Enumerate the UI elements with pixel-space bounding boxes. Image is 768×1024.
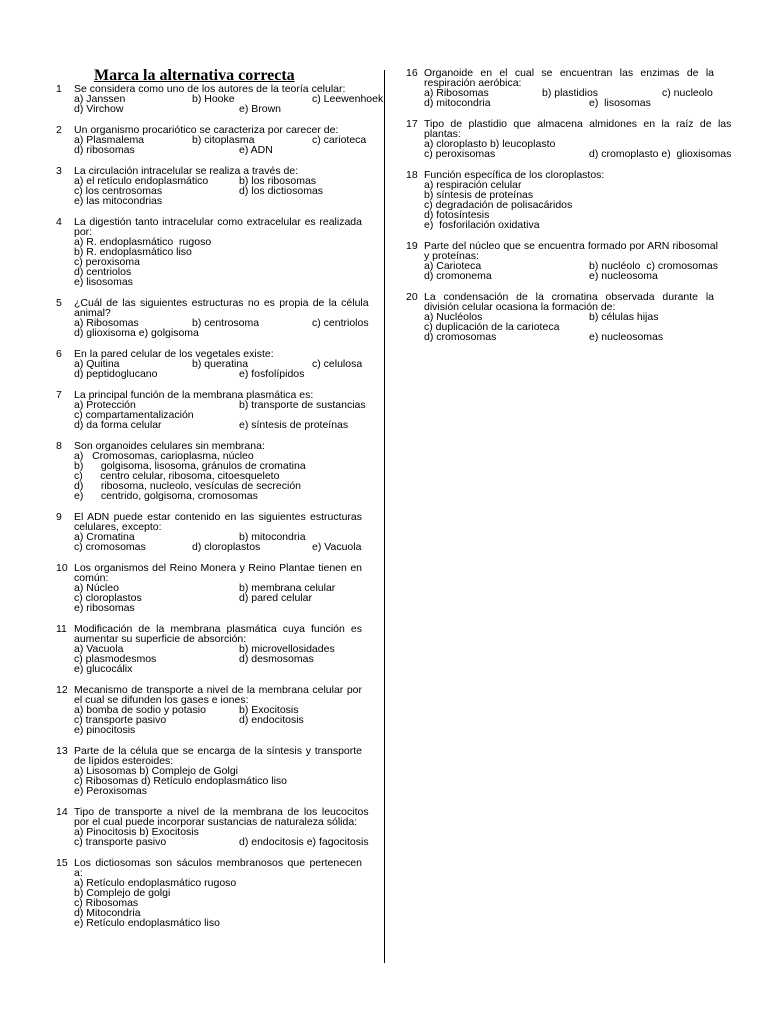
answer-option: b) microvellosidades [239,643,335,655]
answer-option: b) membrana celular [239,582,336,594]
answer-option: e) fosfolípidos [239,368,305,380]
question-number: 15 [56,857,68,869]
question-14 [56,806,369,848]
question-body [74,441,362,501]
option-row [424,98,714,108]
question-stem: Se considera como uno de los autores de la teoría celular: [74,83,346,95]
answer-option: b) células hijas [589,311,659,323]
answer-option: c) celulosa [312,358,363,370]
question-number: 14 [56,806,68,818]
answer-option: e) Peroxisomas [74,785,147,797]
question-number: 13 [56,745,68,757]
answer-option: a) Lisosomas b) Complejo de Golgi [74,765,238,777]
option-row [74,420,366,430]
answer-option: a) Nucléolos [424,311,483,323]
answer-option: a) bomba de sodio y potasio [74,704,206,716]
answer-option: d) endocitosis e) fagocitosis [239,836,369,848]
answer-option: c) transporte pasivo [74,836,167,848]
question-body [74,807,369,847]
question-stem: Modificación de la membrana plasmática cuya función es aumentar su superficie de absorción: [74,623,362,645]
question-body [424,170,714,230]
question-number: 18 [406,169,418,181]
answer-option: d) ribosomas [74,144,135,156]
answer-option: b) golgisoma, lisosoma, gránulos de cromatina [74,460,306,472]
question-body [74,746,362,796]
answer-option: c) cloroplastos [74,592,142,604]
answer-option: d) fotosíntesis [424,209,490,221]
question-body [74,563,362,613]
answer-option: a) Janssen [74,93,126,105]
question-6 [56,349,362,379]
answer-option: e) Brown [239,103,282,115]
answer-option: c) transporte pasivo [74,714,167,726]
option-row [74,104,383,114]
question-body [424,241,718,281]
option-row [74,542,362,552]
answer-option: c) degradación de polisacáridos [424,199,573,211]
answer-option: d) glioxisoma e) golgisoma [74,327,199,339]
answer-option: a) Cromosomas, carioplasma, núcleo [74,450,254,462]
answer-option: b) síntesis de proteínas [424,189,534,201]
question-3 [56,166,362,206]
answer-option: d) endocitosis [239,714,304,726]
answer-option: a) Carioteca [424,260,482,272]
option-row [74,786,362,796]
question-number: 7 [56,389,62,401]
option-row [74,196,362,206]
question-stem: Son organoides celulares sin membrana: [74,440,265,452]
answer-option: c) nucleolo [662,87,713,99]
left-column [56,67,384,939]
question-10 [56,563,362,613]
answer-option: b) Complejo de golgi [74,887,171,899]
answer-option: d) Virchow [74,103,124,115]
answer-option: d) desmosomas [239,653,314,665]
question-stem: Función específica de los cloroplastos: [424,169,605,181]
question-19 [406,240,718,282]
question-stem: El ADN puede estar contenido en las siguientes estructuras celulares, excepto: [74,511,362,533]
option-row [74,918,362,928]
answer-option: c) duplicación de la carioteca [424,321,560,333]
answer-option: d) cromosomas [424,331,497,343]
option-row [74,491,362,501]
question-18 [406,170,714,230]
question-stem: Un organismo procariótico se caracteriza por carecer de: [74,124,339,136]
question-17 [406,118,732,160]
option-row [74,277,362,287]
question-number: 5 [56,297,62,309]
answer-option: b) Exocitosis [239,704,299,716]
question-12 [56,685,362,735]
option-row [74,328,369,338]
answer-option: d) da forma celular [74,419,162,431]
answer-option: b) citoplasma [192,134,255,146]
question-number: 11 [56,623,67,635]
page-title: Marca la alternativa correcta [94,67,295,84]
answer-option: c) compartamentalización [74,409,194,421]
question-number: 3 [56,165,62,177]
answer-option: e) centrido, golgisoma, cromosomas [74,490,258,502]
answer-option: a) Núcleo [74,582,119,594]
question-number: 6 [56,348,62,360]
question-stem: La circulación intracelular se realiza a través de: [74,165,299,177]
answer-option: c) centro celular, ribosoma, citoesqueleto [74,470,280,482]
answer-option: d) peptidoglucano [74,368,158,380]
answer-option: e) ADN [239,144,273,156]
column-divider [384,70,385,963]
question-stem: Los dictiosomas son sáculos membranosos que pertenecen a: [74,857,362,879]
question-stem: Tipo de plastidio que almacena almidones en la raíz de las plantas: [424,118,732,140]
answer-option: d) cromonema [424,270,492,282]
answer-option: c) Ribosomas d) Retículo endoplasmático liso [74,775,288,787]
answer-option: c) peroxisoma [74,256,140,268]
answer-option: a) Ribosomas [424,87,489,99]
answer-option: b) plastidios [542,87,599,99]
option-row [74,603,362,613]
answer-option: c) plasmodesmos [74,653,157,665]
answer-option: d) centriolos [74,266,132,278]
answer-option: a) Quitina [74,358,120,370]
answer-option: a) Vacuola [74,643,124,655]
answer-option: b) mitocondria [239,531,306,543]
answer-option: d) ribosoma, nucleolo, vesículas de secreción [74,480,302,492]
question-number: 2 [56,124,62,136]
question-stem: Tipo de transporte a nivel de la membrana de los leucocitos por el cual puede incorporar sustancias de naturaleza sólida: [74,806,369,828]
question-number: 16 [406,67,418,79]
question-body [424,292,714,342]
answer-option: c) centriolos [312,317,369,329]
answer-option: b) Hooke [192,93,235,105]
option-row [424,149,731,159]
answer-option: a) Retículo endoplasmático rugoso [74,877,237,889]
question-stem: La digestión tanto intracelular como extracelular es realizada por: [74,216,362,238]
answer-option: b) transporte de sustancias [239,399,366,411]
answer-option: c) Leewenhoek [312,93,384,105]
option-row [74,145,366,155]
question-4 [56,217,362,287]
question-2 [56,124,367,156]
answer-option: d) los dictiosomas [239,185,324,197]
answer-option: a) Cromatina [74,531,135,543]
question-number: 10 [56,562,68,574]
answer-option: a) Plasmalema [74,134,145,146]
answer-option: e) lisosomas [589,97,651,109]
answer-option: a) Pinocitosis b) Exocitosis [74,826,199,838]
answer-option: a) Ribosomas [74,317,139,329]
answer-option: d) pared celular [239,592,312,604]
question-stem: La principal función de la membrana plasmática es: [74,389,314,401]
answer-option: b) nucléolo c) cromosomas [589,260,718,272]
answer-option: e) glucocálix [74,663,133,675]
answer-option: b) queratina [192,358,249,370]
question-15 [56,858,362,928]
question-20 [406,292,714,342]
option-row [424,220,714,230]
question-body [424,68,714,108]
answer-option: d) mitocondria [424,97,491,109]
answer-option: c) cromosomas [74,541,146,553]
question-1 [56,83,384,115]
question-number: 12 [56,684,68,696]
question-13 [56,746,362,796]
answer-option: a) R. endoplasmático rugoso [74,236,212,248]
question-16 [406,68,714,108]
question-number: 4 [56,216,62,228]
question-stem: ¿Cuál de las siguientes estructuras no es propia de la célula animal? [74,297,369,319]
right-column [406,67,732,353]
question-number: 1 [56,83,62,95]
question-number: 8 [56,440,62,452]
answer-option: e) ribosomas [74,602,135,614]
question-body [74,166,362,206]
question-stem: En la pared celular de los vegetales existe: [74,348,274,360]
question-number: 17 [406,118,418,130]
option-row [424,271,718,281]
answer-option: e) síntesis de proteínas [239,419,349,431]
answer-option: c) carioteca [312,134,367,146]
question-body [74,685,362,735]
answer-option: b) R. endoplasmático liso [74,246,192,258]
answer-option: a) respiración celular [424,179,522,191]
answer-option: e) Retículo endoplasmático liso [74,917,220,929]
answer-option: a) Protección [74,399,136,411]
question-stem: Los organismos del Reino Monera y Reino Plantae tienen en común: [74,562,362,584]
option-row [424,332,714,342]
question-number: 20 [406,291,418,303]
answer-option: d) cromoplasto e) glioxisomas [589,148,732,160]
question-5 [56,297,369,339]
answer-option: e) nucleosomas [589,331,664,343]
answer-option: e) fosforilación oxidativa [424,219,540,231]
answer-option: b) los ribosomas [239,175,317,187]
question-body [74,217,362,287]
option-row [74,725,362,735]
question-list-left [56,83,384,929]
question-body [74,125,366,155]
answer-option: b) centrosoma [192,317,260,329]
answer-option: c) Ribosomas [74,897,139,909]
question-list-right [406,67,732,343]
question-8 [56,441,362,501]
answer-option: e) pinocitosis [74,724,136,736]
question-stem: La condensación de la cromatina observada durante la división celular ocasiona la formación de: [424,291,714,313]
answer-option: d) Mitocondria [74,907,141,919]
answer-option: e) las mitocondrias [74,195,163,207]
question-stem: Mecanismo de transporte a nivel de la membrana celular por el cual se difunden los gases e iones: [74,684,362,706]
question-body [424,119,731,159]
question-9 [56,512,362,552]
question-stem: Parte de la célula que se encarga de la síntesis y transporte de lípidos esteroides: [74,745,362,767]
answer-option: c) los centrosomas [74,185,163,197]
answer-option: c) peroxisomas [424,148,496,160]
question-7 [56,389,366,431]
answer-option: e) lisosomas [74,276,133,288]
question-body [74,298,369,338]
option-row [74,664,362,674]
question-number: 19 [406,240,418,252]
answer-option: e) Vacuola [312,541,362,553]
question-body [74,84,383,114]
question-body [74,512,362,552]
question-11 [56,624,362,674]
question-body [74,858,362,928]
answer-option: a) cloroplasto b) leucoplasto [424,138,556,150]
answer-option: e) nucleosoma [589,270,658,282]
answer-option: a) el retículo endoplasmático [74,175,209,187]
question-body [74,390,366,430]
question-number: 9 [56,511,62,523]
option-row [74,369,362,379]
answer-option: d) cloroplastos [192,541,261,553]
question-body [74,624,362,674]
question-stem: Parte del núcleo que se encuentra formado por ARN ribosomal y proteínas: [424,240,718,262]
option-row [74,837,369,847]
question-stem: Organoide en el cual se encuentran las enzimas de la respiración aeróbica: [424,67,714,89]
question-body [74,349,362,379]
